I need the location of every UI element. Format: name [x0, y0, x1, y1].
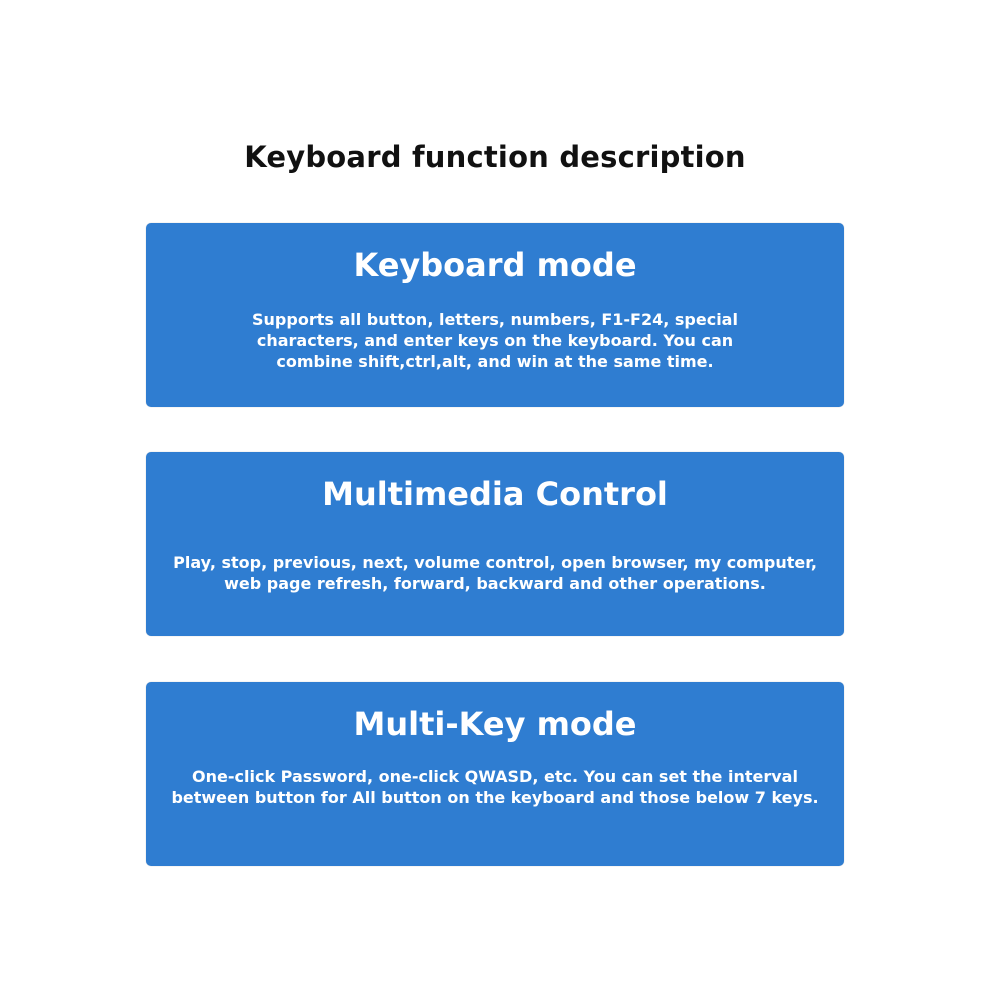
page-title: Keyboard function description [244, 140, 746, 174]
keyboard-mode-card [146, 223, 844, 407]
multi-key-mode-card [146, 682, 844, 866]
multimedia-control-title: Multimedia Control [322, 475, 668, 513]
multi-key-mode-title: Multi-Key mode [353, 705, 637, 743]
multi-key-mode-description: One-click Password, one-click QWASD, etc. You can set the interval between button for All button on the keyboard and those below 7 keys. [171, 767, 819, 807]
keyboard-mode-description: Supports all button, letters, numbers, F1-F24, special characters, and enter keys on the keyboard. You can combine shift,ctrl,alt, and win at the same time. [252, 310, 738, 371]
multimedia-control-description: Play, stop, previous, next, volume control, open browser, my computer, web page refresh, forward, backward and other operations. [173, 553, 817, 593]
multimedia-control-card [146, 452, 844, 636]
keyboard-mode-title: Keyboard mode [353, 246, 637, 284]
